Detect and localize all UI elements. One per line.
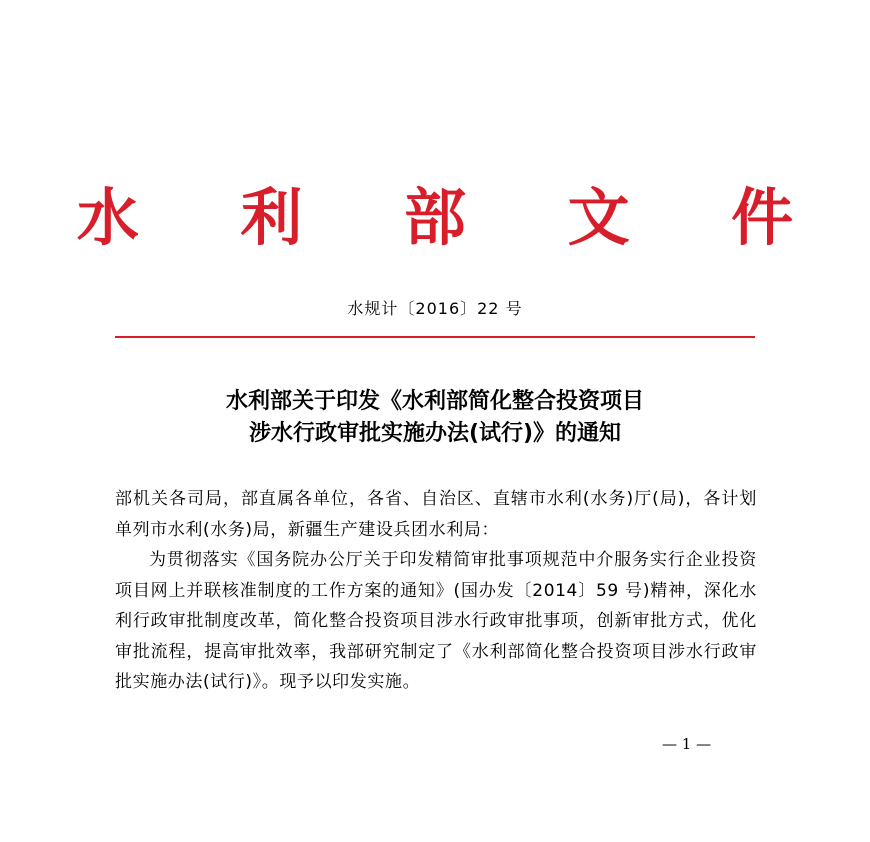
notice-body: [115, 484, 757, 698]
red-divider-line: [115, 336, 755, 338]
notice-title: [0, 386, 870, 450]
document-number: 水规计〔2016〕22 号: [347, 299, 523, 318]
notice-title-line-1: 水利部关于印发《水利部简化整合投资项目: [225, 389, 644, 414]
page-number: — 1 —: [662, 735, 712, 753]
notice-title-line-2: 涉水行政审批实施办法(试行)》的通知: [248, 421, 622, 446]
issuer-masthead: 水 利 部 文 件: [76, 181, 834, 254]
salutation: 部机关各司局，部直属各单位，各省、自治区、直辖市水利(水务)厅(局)，各计划单列市水利(水务)局，新疆生产建设兵团水利局：: [115, 489, 757, 540]
body-paragraph: 为贯彻落实《国务院办公厅关于印发精简审批事项规范中介服务实行企业投资项目网上并联核准制度的工作方案的通知》(国办发〔2014〕59 号)精神，深化水利行政审批制度改革，简化整合投资项目涉水行政审批事项，创新审批方式，优化审批流程，提高审批效率，我部研究制定了《水利部简化整合投资项目涉水行政审批实施办法(试行)》。现予以印发实施。: [115, 550, 757, 692]
